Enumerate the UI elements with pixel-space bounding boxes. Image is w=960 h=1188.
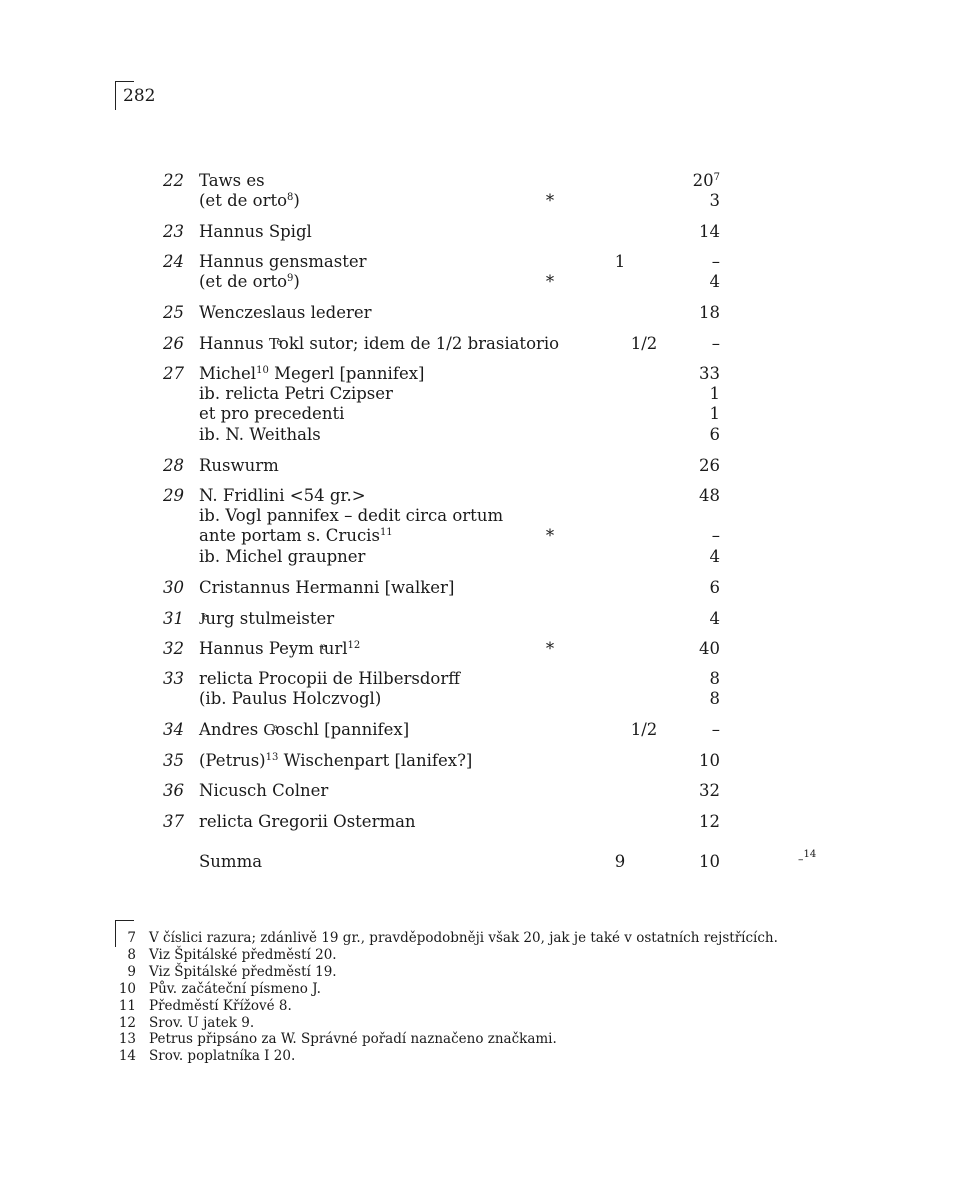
- footnote-text: Srov. poplatníka I 20.: [149, 1048, 296, 1064]
- entry-text: [199, 639, 360, 659]
- footnote-text: Petrus připsáno za W. Správné pořadí naznačeno značkami.: [149, 1031, 557, 1047]
- entry-text-tail: Wischenpart [lanifex?]: [278, 751, 473, 770]
- value-col-3-text: 4: [709, 609, 720, 628]
- entry-text-main: Andres Gͤoschl [pannifex]: [199, 720, 410, 739]
- value-col-3-text: 4: [709, 547, 720, 566]
- entry-number: 30: [163, 578, 184, 597]
- summa-extra: [798, 850, 816, 870]
- entry-text: [199, 506, 503, 526]
- entry-text-main: ib. Vogl pannifex – dedit circa ortum: [199, 506, 504, 525]
- entry-text-main: N. Fridlini <54 gr.>: [199, 486, 366, 505]
- value-col-3-text: 20: [692, 171, 714, 190]
- asterisk-mark: *: [545, 639, 555, 658]
- value-col-3-text: 12: [699, 812, 720, 831]
- value-col-3-text: 4: [709, 272, 720, 291]
- value-col-3: [690, 781, 720, 801]
- entry-text: [199, 812, 416, 832]
- entry-text-main: Nicusch Colner: [199, 781, 329, 800]
- entry-text-main: Hannus Tͤokl sutor; idem de 1/2 brasiatorio: [199, 334, 560, 353]
- entry-text: [199, 272, 300, 292]
- entry-number: 31: [163, 609, 184, 628]
- asterisk-mark: *: [545, 272, 555, 291]
- entry-text: [199, 669, 460, 689]
- footnote-ref: 14: [803, 849, 817, 860]
- value-col-3-text: 8: [709, 669, 720, 688]
- footnote-text: Viz Špitálské předměstí 19.: [149, 964, 337, 980]
- footnote-number: 11: [118, 998, 136, 1014]
- summa-label: Summa: [199, 852, 263, 871]
- entry-text-main: (Petrus): [199, 751, 266, 770]
- entry-number: 24: [163, 252, 184, 271]
- footnote-text: Viz Špitálské předměstí 20.: [149, 947, 337, 963]
- entry-text: [199, 526, 393, 546]
- value-col-3-text: –: [711, 720, 720, 739]
- entry-number: 29: [163, 486, 184, 505]
- entry-text: [199, 364, 424, 384]
- entry-text: [199, 303, 372, 323]
- value-col-3: [690, 364, 720, 384]
- entry-text-main: Jͤurg stulmeister: [199, 609, 335, 628]
- entry-text: [199, 609, 334, 629]
- value-col-2: 1/2: [630, 720, 658, 739]
- entry-text-main: et pro precedenti: [199, 404, 345, 423]
- footnote-number: 8: [127, 947, 136, 963]
- entry-text: [199, 252, 366, 272]
- value-col-3: [690, 812, 720, 832]
- value-col-3: [690, 578, 720, 598]
- value-col-3: [690, 404, 720, 424]
- entry-text: [199, 547, 365, 567]
- entry-text-tail: ): [293, 191, 300, 210]
- footnote-ref: 7: [713, 172, 720, 183]
- entry-text: [199, 384, 393, 404]
- footnote-ref: 13: [265, 752, 279, 763]
- value-col-3: [690, 456, 720, 476]
- value-col-3: [690, 334, 720, 354]
- asterisk-mark: *: [545, 191, 555, 210]
- entry-text: [199, 404, 344, 424]
- entry-text: [199, 334, 559, 354]
- value-col-3-text: 32: [699, 781, 720, 800]
- entry-text-main: (et de orto: [199, 191, 288, 210]
- value-col-3-text: 26: [699, 456, 720, 475]
- entry-number: 34: [163, 720, 184, 739]
- entry-text: [199, 191, 300, 211]
- entry-text-main: Hannus Peym tͤurl: [199, 639, 348, 658]
- entry-text-main: Cristannus Hermanni [walker]: [199, 578, 455, 597]
- entry-text-main: (et de orto: [199, 272, 288, 291]
- value-col-1: 1: [614, 252, 626, 271]
- value-col-3: [690, 669, 720, 689]
- footnote-text: Pův. začáteční písmeno J.: [149, 981, 321, 997]
- entry-text: [199, 222, 312, 242]
- footnote-number: 7: [127, 930, 136, 946]
- value-col-3-text: 10: [699, 751, 720, 770]
- value-col-3: [690, 303, 720, 323]
- summa-col-1: 9: [614, 852, 626, 871]
- entry-text-main: ib. Michel graupner: [199, 547, 366, 566]
- entry-number: 25: [163, 303, 184, 322]
- entry-text-main: (ib. Paulus Holczvogl): [199, 689, 382, 708]
- value-col-3-text: 6: [709, 578, 720, 597]
- value-col-3: [690, 384, 720, 404]
- entry-text-main: relicta Procopii de Hilbersdorff: [199, 669, 460, 688]
- value-col-3: [690, 171, 720, 191]
- value-col-3-text: 48: [699, 486, 720, 505]
- asterisk-mark: *: [545, 526, 555, 545]
- footnote-number: 13: [118, 1031, 136, 1047]
- value-col-3-text: 6: [709, 425, 720, 444]
- entry-text: [199, 171, 265, 191]
- footnote-number: 12: [118, 1015, 136, 1031]
- value-col-3: [690, 639, 720, 659]
- entry-text: [199, 425, 321, 445]
- value-col-3-text: 18: [699, 303, 720, 322]
- value-col-3: [690, 751, 720, 771]
- entry-text-main: ib. N. Weithals: [199, 425, 321, 444]
- entry-text-tail: ): [293, 272, 300, 291]
- entry-text: [199, 456, 279, 476]
- entry-text-main: Taws es: [199, 171, 265, 190]
- value-col-3-text: 8: [709, 689, 720, 708]
- footnote-text: V číslici razura; zdánlivě 19 gr., pravděpodobněji však 20, jak je také v ostatních rejstřících.: [149, 930, 778, 946]
- entry-text-main: Ruswurm: [199, 456, 279, 475]
- summa-col-3: 10: [699, 852, 720, 871]
- entry-number: 36: [163, 781, 184, 800]
- value-col-3-text: –: [711, 334, 720, 353]
- value-col-3-text: 3: [709, 191, 720, 210]
- value-col-3-text: –: [711, 252, 720, 271]
- value-col-3: [690, 526, 720, 546]
- value-col-3-text: 1: [709, 384, 720, 403]
- value-col-2: 1/2: [630, 334, 658, 353]
- entry-number: 35: [163, 751, 184, 770]
- entry-text: [199, 578, 454, 598]
- entry-text: [199, 781, 328, 801]
- value-col-3: [690, 272, 720, 292]
- footnote-ref: 12: [347, 640, 361, 651]
- value-col-3: [690, 191, 720, 211]
- value-col-3-text: 1: [709, 404, 720, 423]
- value-col-3: [690, 486, 720, 506]
- entry-text-main: ante portam s. Crucis: [199, 526, 380, 545]
- value-col-3: [690, 609, 720, 629]
- page-number: 282: [123, 86, 156, 106]
- entry-text-main: relicta Gregorii Osterman: [199, 812, 416, 831]
- entry-text: [199, 720, 409, 740]
- entry-text-main: Hannus gensmaster: [199, 252, 367, 271]
- footnote-text: Srov. U jatek 9.: [149, 1015, 255, 1031]
- entry-number: 32: [163, 639, 184, 658]
- value-col-3-text: –: [711, 526, 720, 545]
- summa-extra-dash: –: [798, 853, 804, 866]
- entry-text-main: Hannus Spigl: [199, 222, 312, 241]
- value-col-3-text: 14: [699, 222, 720, 241]
- entry-text: [199, 689, 381, 709]
- entry-number: 37: [163, 812, 184, 831]
- footnote-ref: 11: [379, 527, 393, 538]
- value-col-3: [690, 689, 720, 709]
- footnote-number: 14: [118, 1048, 136, 1064]
- footnote-text: Předměstí Křížové 8.: [149, 998, 292, 1014]
- value-col-3-text: 40: [699, 639, 720, 658]
- footnote-number: 9: [127, 964, 136, 980]
- footnote-ref: 10: [256, 365, 269, 376]
- entry-number: 22: [163, 171, 184, 190]
- entry-number: 28: [163, 456, 184, 475]
- footnote-ref: 8: [287, 192, 294, 203]
- entry-text-main: Wenczeslaus lederer: [199, 303, 372, 322]
- entry-text-main: Michel: [199, 364, 257, 383]
- footnote-number: 10: [118, 981, 136, 997]
- entry-text: [199, 751, 472, 771]
- entry-number: 23: [163, 222, 184, 241]
- value-col-3: [690, 252, 720, 272]
- entry-text-main: ib. relicta Petri Czipser: [199, 384, 393, 403]
- entry-number: 27: [163, 364, 184, 383]
- value-col-3: [690, 222, 720, 242]
- value-col-3: [690, 547, 720, 567]
- footnote-ref: 9: [287, 273, 294, 284]
- entry-text: [199, 486, 366, 506]
- value-col-3: [690, 720, 720, 740]
- entry-number: 26: [163, 334, 184, 353]
- value-col-3: [690, 425, 720, 445]
- value-col-3-text: 33: [699, 364, 720, 383]
- entry-number: 33: [163, 669, 184, 688]
- entry-text-tail: Megerl [pannifex]: [268, 364, 425, 383]
